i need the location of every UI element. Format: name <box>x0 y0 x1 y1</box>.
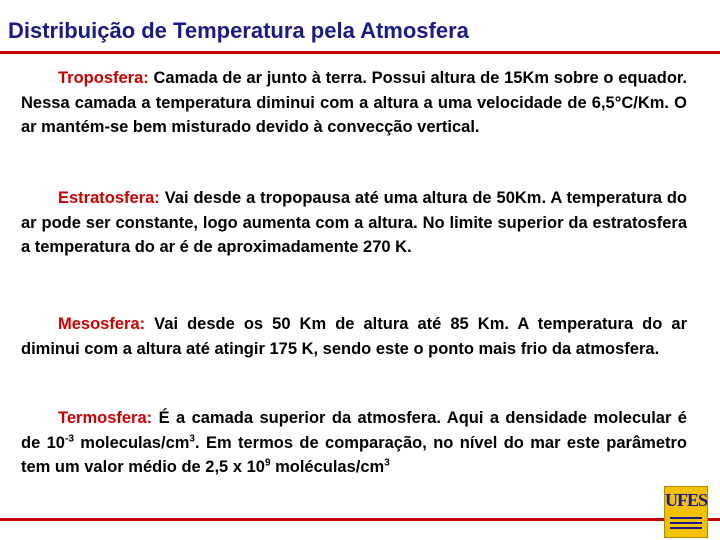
page-title: Distribuição de Temperatura pela Atmosfera <box>8 18 469 43</box>
term-termosfera: Termosfera: <box>58 409 153 427</box>
text-termosfera-c: . Em termos de comparação, no nível do mar este parâmetro tem um valor médio de 2,5 x 10 <box>21 433 687 476</box>
term-estratosfera: Estratosfera: <box>58 189 160 207</box>
paragraph-mesosfera <box>21 312 687 361</box>
logo-lines-icon <box>670 517 702 532</box>
text-troposfera: Camada de ar junto à terra. Possui altura de 15Km sobre o equador. Nessa camada a temperatura diminui com a altura a uma velocidade de 6,5°C/Km. O ar mantém-se bem misturado devido à convecção vertical. <box>21 69 687 136</box>
superscript-exponent: 3 <box>384 457 390 469</box>
superscript-exponent: 3 <box>189 433 195 444</box>
superscript-exponent: 9 <box>264 457 271 469</box>
term-troposfera: Troposfera: <box>58 69 149 87</box>
text-estratosfera: Vai desde a tropopausa até uma altura de 50Km. A temperatura do ar pode ser constante, logo aumenta com a altura. No limite superior da estratosfera a temperatura do ar é de aproximadamente 270 K. <box>21 189 687 256</box>
footer-divider <box>0 518 720 521</box>
term-mesosfera: Mesosfera: <box>58 315 146 333</box>
logo-text: UFES <box>665 490 708 510</box>
text-termosfera-d: moléculas/cm <box>270 458 385 476</box>
text-termosfera-a: É a camada superior da atmosfera. Aqui a densidade molecular é de 10 <box>21 409 687 452</box>
superscript-exponent: -3 <box>65 433 74 444</box>
text-termosfera-b: moleculas/cm <box>73 433 190 452</box>
paragraph-termosfera <box>21 406 687 480</box>
ufes-logo <box>664 486 708 538</box>
paragraph-estratosfera <box>21 186 687 260</box>
paragraph-troposfera <box>21 66 687 140</box>
title-divider <box>0 51 720 54</box>
text-mesosfera: Vai desde os 50 Km de altura até 85 Km. A temperatura do ar diminui com a altura até atingir 175 K, sendo este o ponto mais frio da atmosfera. <box>21 315 687 358</box>
